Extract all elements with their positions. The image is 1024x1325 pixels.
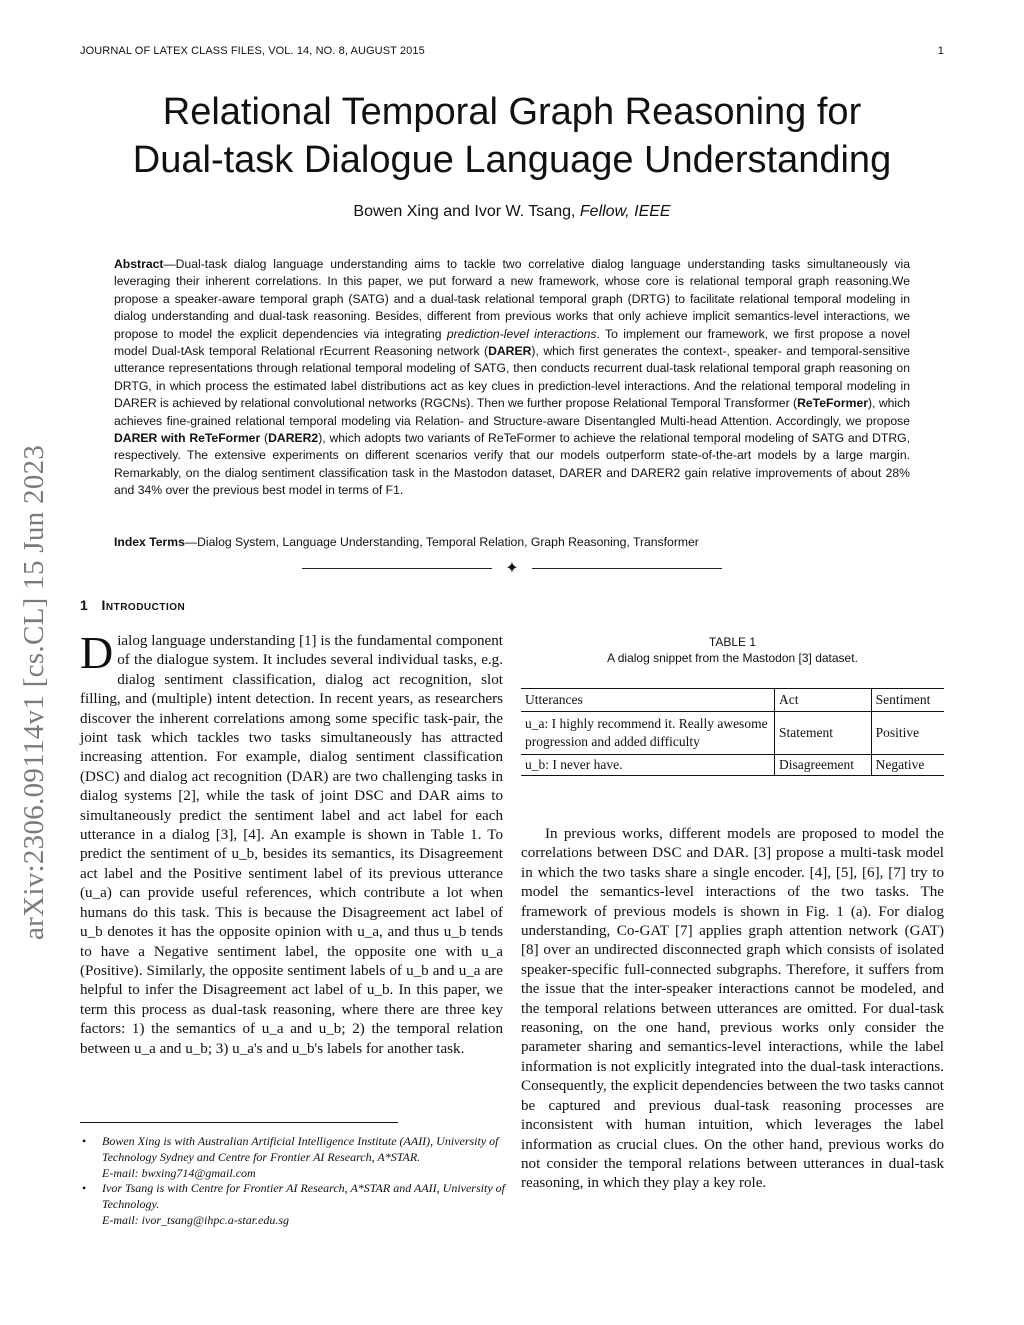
footnote-2 — [80, 1181, 508, 1228]
index-terms-text: —Dialog System, Language Understanding, Temporal Relation, Graph Reasoning, Transformer — [184, 535, 699, 549]
table-number: TABLE 1 — [708, 635, 757, 649]
darer-full-name: Dual-tAsk temporal Relational rEcurrent Reasoning network — [151, 344, 480, 359]
table-cell-act: Disagreement — [775, 755, 872, 776]
section-title: Introduction — [101, 597, 186, 613]
page-number: 1 — [937, 45, 944, 57]
bullet-icon: • — [82, 1181, 87, 1196]
paper-title — [60, 88, 964, 184]
author-names: Bowen Xing and Ivor W. Tsang, — [353, 203, 580, 220]
footnote-2-text: Ivor Tsang is with Centre for Frontier AI Research, A*STAR and AAII, University of Technology. — [102, 1181, 505, 1212]
table-caption — [521, 634, 944, 666]
table-header-sentiment: Sentiment — [871, 689, 944, 712]
section-number: 1 — [80, 597, 89, 613]
table-cell-utterance: u_b: I never have. — [521, 755, 775, 776]
table-header-act: Act — [775, 689, 872, 712]
right-column-paragraph — [521, 825, 944, 1194]
table-cell-act: Statement — [775, 712, 872, 755]
abstract-text-4: ), which achieves fine-grained relational temporal modeling via Relation- and Structure-aware Disentangled Multi-head Attention. Accordingly, we propose — [114, 396, 910, 428]
abstract-label: Abstract — [114, 257, 164, 271]
retef-full-name: Relational Temporal Transformer — [613, 396, 790, 411]
table-cell-sentiment: Negative — [871, 755, 944, 776]
abstract-text-5: ), which adopts two variants of ReTeFormer to achieve the relational temporal modeling of SATG and DTRG, respectively. The extensive experiments on different scenarios verify that our models outperform state-of-the-art models by a large margin. Remarkably, on the dialog sentiment classification task in the Mastodon dataset, DARER and DARER2 gain relative improvements of about 28% and 34% over the previous best model in terms of F1. — [114, 431, 910, 498]
section-divider — [302, 560, 722, 580]
footnote-1 — [80, 1134, 508, 1181]
table-cell-sentiment: Positive — [871, 712, 944, 755]
abstract-text-3: ), which first generates the context-, speaker- and temporal-sensitive utterance representations through relational temporal modeling of SATG, then conducts recurrent dual-task relational temporal graph reasoning on DRTG, in which process the estimated label distributions act as key clues in prediction-level interactions. And the relational temporal modeling in DARER is achieved by relational convolutional networks (RGCNs). Then we further propose — [114, 344, 910, 411]
table-header-utterances: Utterances — [521, 689, 775, 712]
bullet-icon: • — [82, 1134, 87, 1148]
author-note: Fellow, IEEE — [579, 203, 671, 220]
darer-with-retef: DARER with ReTeFormer — [114, 431, 261, 446]
drop-cap: D — [80, 627, 114, 678]
retef-acronym: ReTeFormer — [797, 396, 868, 411]
author-line — [60, 203, 964, 221]
journal-line: JOURNAL OF LATEX CLASS FILES, VOL. 14, NO. 8, AUGUST 2015 — [80, 45, 425, 57]
darer-acronym: DARER — [488, 344, 532, 359]
index-terms — [114, 534, 910, 551]
abstract: Abstract—Dual-task dialog language understanding aims to tackle two correlative dialog language understanding tasks simultaneously via leveraging their inherent correlations. In this paper, we put forward a new framework, whose core is relational temporal graph reasoning.We propose a speaker-aware temporal graph (SATG) and a dual-task relational temporal graph (DRTG) to facilitate relational temporal modeling in dialog understanding and dual-task reasoning. Besides, different from previous works that only achieve implicit semantics-level interactions, we propose to model the explicit dependencies via integrating prediction-level interactions. To implement our framework, we first propose a novel model Dual-tAsk temporal Relational rEcurrent Reasoning network (DARER), which first generates the context-, speaker- and temporal-sensitive utterance representations through relational temporal modeling of SATG, then conducts recurrent dual-task relational temporal graph reasoning on DRTG, in which process the estimated label distributions act as key clues in prediction-level interactions. And the relational temporal modeling in DARER is achieved by relational convolutional networks (RGCNs). Then we further propose Relational Temporal Transformer (ReTeFormer), which achieves fine-grained relational temporal modeling via Relation- and Structure-aware Disentangled Multi-head Attention. Accordingly, we propose DARER with ReTeFormer (DARER2), which adopts two variants of ReTeFormer to achieve the relational temporal modeling of SATG and DTRG, respectively. The extensive experiments on different scenarios verify that our models outperform state-of-the-art models by a large margin. Remarkably, on the dialog sentiment classification task in the Mastodon dataset, DARER and DARER2 gain relative improvements of about 28% and 34% over the previous best model in terms of F1. — [114, 257, 910, 498]
section-heading — [80, 597, 185, 613]
table-row — [521, 712, 944, 755]
divider-line-left — [302, 568, 492, 569]
footnote-1-text: Bowen Xing is with Australian Artificial Intelligence Institute (AAII), University of Technology Sydney and Centre for Frontier AI Research, A*STAR. — [102, 1134, 499, 1164]
footnote-rule — [80, 1122, 398, 1123]
index-terms-label: Index Terms — [114, 535, 185, 549]
footnote-1-email: E-mail: bwxing714@gmail.com — [102, 1165, 256, 1180]
diamond-icon: ✦ — [505, 560, 519, 577]
table-row — [521, 755, 944, 776]
divider-line-right — [532, 568, 722, 569]
dialog-table — [521, 688, 944, 776]
abstract-text-1: —Dual-task dialog language understanding aims to tackle two correlative dialog language understanding tasks simultaneously via leveraging their inherent correlations. In this paper, we put forward a new framework, whose core is relational temporal graph reasoning.We propose a speaker-aware temporal graph (SATG) and a dual-task relational temporal graph (DRTG) to facilitate relational temporal modeling in dialog understanding and dual-task reasoning. Besides, different from previous works that only achieve implicit semantics-level interactions, we propose to model the explicit dependencies via integrating — [114, 257, 910, 341]
title-line-1: Relational Temporal Graph Reasoning for — [162, 91, 862, 133]
title-line-2: Dual-task Dialogue Language Understanding — [132, 139, 892, 181]
running-head — [80, 45, 944, 57]
arxiv-stamp: arXiv:2306.09114v1 [cs.CL] 15 Jun 2023 — [18, 444, 50, 940]
abstract-text-2: . To implement our framework, we first propose a novel model — [114, 326, 910, 359]
abstract-italic-phrase: prediction-level interactions — [446, 326, 597, 341]
table-caption-text: A dialog snippet from the Mastodon [3] dataset. — [607, 651, 858, 665]
right-column-text: In previous works, different models are proposed to model the correlations between DSC and DAR. [3] propose a multi-task model in which the two tasks share a single encoder. [4], [5], [6], [7] try to model the semantics-level interactions of the two tasks. The framework of previous models is shown in Fig. 1 (a). For dialog understanding, Co-GAT [7] applies graph attention network (GAT) [8] over an undirected disconnected graph which consists of isolated speaker-specific full-connected subgraphs. Therefore, it suffers from the issue that the inter-speaker interactions cannot be modeled, and the temporal relations between utterances are omitted. For dual-task reasoning, on the one hand, previous works only consider the parameter sharing and semantics-level interactions, while the label information is not explicitly integrated into the dual-task interactions. Consequently, the explicit dependencies between the two tasks cannot be captured and previous dual-task reasoning processes are inconsistent with human intuition, which leverages the label information as crucial clues. On the other hand, previous works do not consider the temporal relations between utterances in dual-task reasoning, in which they play a key role. — [521, 826, 944, 1192]
table-cell-utterance: u_a: I highly recommend it. Really awesome progression and added difficulty — [521, 712, 775, 755]
footnotes — [80, 1134, 508, 1229]
darer2-acronym: DARER2 — [268, 431, 319, 446]
footnote-2-email: E-mail: ivor_tsang@ihpc.a-star.edu.sg — [102, 1212, 290, 1227]
intro-paragraph — [80, 627, 503, 1059]
intro-text: ialog language understanding [1] is the fundamental component of the dialogue system. It includes several individual tasks, e.g. dialog sentiment classification, dialog act recognition, slot filling, and (multiple) intent detection. In recent years, as researchers discover the inherent correlations among some specific task-pair, the joint task which tackles two tasks simultaneously has attracted increasing attention. For example, dialog sentiment classification (DSC) and dialog act recognition (DAR) are two challenging tasks in dialog systems [2], while the task of joint DSC and DAR aims to simultaneously predict the sentiment label and act label for each utterance in a dialog [3], [4]. An example is shown in Table 1. To predict the sentiment of u_b, besides its semantics, its Disagreement act label and the Positive sentiment label of its previous utterance (u_a) can provide useful references, which contribute a lot when humans do this task. This is because the Disagreement act label of u_b denotes it has the opposite opinion with u_a, and thus u_b tends to have a Negative sentiment label, the opposite one with u_a (Positive). Similarly, the opposite sentiment labels of u_b and u_a are helpful to infer the Disagreement act label of u_b. In this paper, we term this process as dual-task reasoning, where there are three key factors: 1) the semantics of u_a and u_b; 2) the temporal relation between u_a and u_b; 3) u_a's and u_b's labels for another task. — [80, 633, 503, 1057]
